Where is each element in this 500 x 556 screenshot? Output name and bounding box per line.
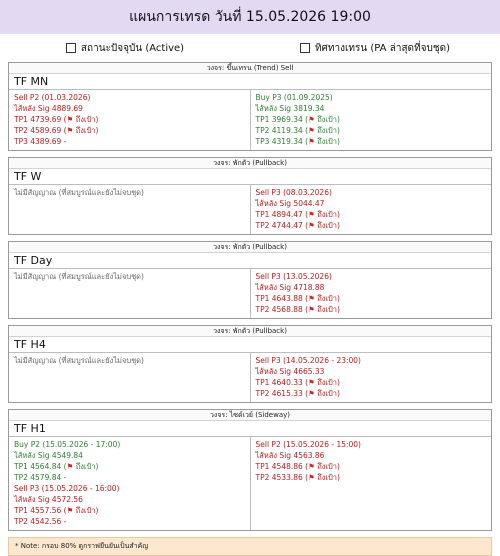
flag-icon: ⚑ — [308, 210, 315, 219]
signal-line — [256, 220, 487, 231]
signal-text: ไส้หลัง Sig 4563.86 — [255, 451, 325, 460]
flag-icon: ⚑ — [308, 389, 315, 398]
signal-line — [256, 92, 487, 103]
target-hit-text: ถึงเป้า) — [314, 305, 340, 314]
page-title-bar — [0, 0, 500, 34]
column-header-trend-label: ทิศทางเทรน (PA ล่าสุดที่จบชุด) — [314, 42, 451, 54]
signal-text: Sell P3 (13.05.2026) — [255, 272, 332, 281]
signal-text: ไส้หลัง Sig 5044.47 — [255, 199, 325, 208]
signal-text: TP2 4533.86 ( — [255, 473, 309, 482]
signal-line — [14, 136, 245, 147]
signal-line — [14, 516, 245, 527]
signal-line — [14, 187, 245, 198]
signal-text: TP3 4319.34 ( — [255, 137, 309, 146]
footer-note-text: * Note: กรอบ 80% ดูกราฟยืนยันเป็นสำคัญ — [15, 542, 149, 550]
cycle-label: วงจร: ไซด์เวย์ (Sideway) — [9, 410, 491, 421]
flag-icon: ⚑ — [308, 294, 315, 303]
signal-line — [256, 472, 487, 483]
signal-line — [14, 271, 245, 282]
signal-text: ไส้หลัง Sig 4549.84 — [14, 451, 83, 460]
signal-line — [256, 388, 487, 399]
trend-column — [250, 269, 492, 318]
signal-text: ไส้หลัง Sig 4665.33 — [255, 367, 325, 376]
signal-text: TP2 4615.33 ( — [255, 389, 309, 398]
timeframe-box — [8, 241, 492, 319]
target-hit-text: ถึงเป้า) — [314, 378, 340, 387]
signal-text: ไส้หลัง Sig 4889.69 — [14, 104, 83, 113]
cycle-label: วงจร: พักตัว (Pullback) — [9, 158, 491, 169]
signal-line — [256, 304, 487, 315]
signal-line — [14, 450, 245, 461]
target-hit-text: ถึงเป้า) — [314, 210, 340, 219]
signal-line — [256, 271, 487, 282]
timeframe-box — [8, 62, 492, 151]
timeframe-body — [9, 269, 491, 318]
trend-column — [250, 437, 492, 530]
target-hit-text: ถึงเป้า) — [73, 115, 99, 124]
cycle-label: วงจร: ขึ้นเทรน (Trend) Sell — [9, 63, 491, 74]
signal-line — [14, 103, 245, 114]
signal-text: TP1 4739.69 ( — [14, 115, 67, 124]
timeframe-title: TF MN — [9, 74, 491, 90]
signal-line — [256, 293, 487, 304]
signal-line — [14, 472, 245, 483]
signal-text: Buy P3 (01.09.2025) — [255, 93, 333, 102]
signal-line — [14, 461, 245, 472]
signal-line — [256, 282, 487, 293]
target-hit-text: ถึงเป้า) — [314, 221, 340, 230]
signal-line — [14, 483, 245, 494]
trend-column — [250, 353, 492, 402]
signal-line — [256, 450, 487, 461]
flag-icon: ⚑ — [308, 137, 315, 146]
signal-line — [256, 366, 487, 377]
signal-line — [256, 461, 487, 472]
signal-line — [256, 187, 487, 198]
column-header-active-label: สถานะปัจจุบัน (Active) — [80, 42, 185, 54]
signal-line — [256, 377, 487, 388]
signal-text: Sell P2 (15.05.2026 - 15:00) — [255, 440, 361, 449]
signal-text: ไม่มีสัญญาณ (ที่สมบูรณ์และยังไม่จบชุด) — [14, 272, 144, 281]
signal-text: Sell P3 (14.05.2026 - 23:00) — [255, 356, 361, 365]
signal-text: ไส้หลัง Sig 4572.56 — [14, 495, 83, 504]
signal-line — [14, 125, 245, 136]
active-column — [9, 353, 250, 402]
trend-column — [250, 90, 492, 150]
page-title: แผนการเทรด วันที่ 15.05.2026 19:00 — [129, 9, 371, 25]
cycle-label: วงจร: พักตัว (Pullback) — [9, 242, 491, 253]
column-header-active — [0, 41, 250, 56]
signal-line — [256, 439, 487, 450]
signal-line — [256, 136, 487, 147]
signal-text: TP2 4579.84 - — [14, 473, 67, 482]
signal-text: TP1 4640.33 ( — [255, 378, 309, 387]
target-hit-text: ถึงเป้า) — [314, 473, 340, 482]
checkbox-icon[interactable] — [300, 43, 310, 53]
cycle-label: วงจร: พักตัว (Pullback) — [9, 326, 491, 337]
flag-icon: ⚑ — [66, 462, 74, 471]
signal-text: Sell P2 (01.03.2026) — [14, 93, 91, 102]
flag-icon: ⚑ — [308, 126, 315, 135]
flag-icon: ⚑ — [308, 305, 315, 314]
timeframe-title: TF H1 — [9, 421, 491, 437]
signal-text: Buy P2 (15.05.2026 - 17:00) — [14, 440, 121, 449]
timeframe-box — [8, 409, 492, 531]
flag-icon: ⚑ — [308, 462, 315, 471]
target-hit-text: ถึงเป้า) — [314, 115, 340, 124]
target-hit-text: ถึงเป้า) — [73, 462, 99, 471]
target-hit-text: ถึงเป้า) — [314, 137, 340, 146]
timeframe-title: TF Day — [9, 253, 491, 269]
active-column — [9, 90, 250, 150]
signal-text: TP2 4744.47 ( — [255, 221, 309, 230]
flag-icon: ⚑ — [308, 378, 315, 387]
timeframe-body — [9, 437, 491, 530]
signal-text: TP1 4557.56 ( — [14, 506, 67, 515]
signal-line — [14, 505, 245, 516]
target-hit-text: ถึงเป้า) — [314, 294, 340, 303]
flag-icon: ⚑ — [66, 115, 74, 124]
signal-text: TP2 4119.34 ( — [255, 126, 309, 135]
column-headers — [0, 34, 500, 62]
signal-line — [256, 125, 487, 136]
flag-icon: ⚑ — [308, 115, 315, 124]
target-hit-text: ถึงเป้า) — [314, 126, 340, 135]
signal-text: ไส้หลัง Sig 3819.34 — [255, 104, 325, 113]
signal-text: TP3 4389.69 - — [14, 137, 67, 146]
signal-text: TP1 4643.88 ( — [255, 294, 309, 303]
signal-line — [256, 114, 487, 125]
flag-icon: ⚑ — [308, 473, 315, 482]
signal-text: TP2 4589.69 ( — [14, 126, 67, 135]
signal-text: TP1 4894.47 ( — [255, 210, 309, 219]
signal-text: ไม่มีสัญญาณ (ที่สมบูรณ์และยังไม่จบชุด) — [14, 188, 144, 197]
target-hit-text: ถึงเป้า) — [314, 389, 340, 398]
checkbox-icon[interactable] — [66, 43, 76, 53]
signal-line — [14, 92, 245, 103]
signal-text: TP1 3969.34 ( — [255, 115, 309, 124]
target-hit-text: ถึงเป้า) — [73, 126, 99, 135]
active-column — [9, 437, 250, 530]
signal-text: Sell P3 (08.03.2026) — [255, 188, 332, 197]
flag-icon: ⚑ — [308, 221, 315, 230]
timeframe-sections — [0, 62, 500, 531]
signal-text: ไม่มีสัญญาณ (ที่สมบูรณ์และยังไม่จบชุด) — [14, 356, 144, 365]
target-hit-text: ถึงเป้า) — [314, 462, 340, 471]
signal-text: ไส้หลัง Sig 4718.88 — [255, 283, 325, 292]
signal-line — [256, 103, 487, 114]
trend-column — [250, 185, 492, 234]
signal-text: TP1 4564.84 ( — [14, 462, 67, 471]
signal-text: TP2 4542.56 - — [14, 517, 67, 526]
signal-line — [14, 494, 245, 505]
signal-line — [256, 198, 487, 209]
signal-line — [256, 209, 487, 220]
timeframe-box — [8, 157, 492, 235]
timeframe-title: TF W — [9, 169, 491, 185]
signal-line — [14, 355, 245, 366]
signal-text: Sell P3 (15.05.2026 - 16:00) — [14, 484, 120, 493]
timeframe-title: TF H4 — [9, 337, 491, 353]
column-header-trend — [250, 41, 500, 56]
active-column — [9, 185, 250, 234]
signal-text: TP2 4568.88 ( — [255, 305, 309, 314]
timeframe-body — [9, 185, 491, 234]
signal-line — [14, 439, 245, 450]
timeframe-body — [9, 353, 491, 402]
target-hit-text: ถึงเป้า) — [73, 506, 99, 515]
signal-text: TP1 4548.86 ( — [255, 462, 309, 471]
timeframe-box — [8, 325, 492, 403]
signal-line — [14, 114, 245, 125]
flag-icon: ⚑ — [66, 506, 74, 515]
active-column — [9, 269, 250, 318]
timeframe-body — [9, 90, 491, 150]
footer-note — [8, 537, 492, 556]
signal-line — [256, 355, 487, 366]
flag-icon: ⚑ — [66, 126, 74, 135]
